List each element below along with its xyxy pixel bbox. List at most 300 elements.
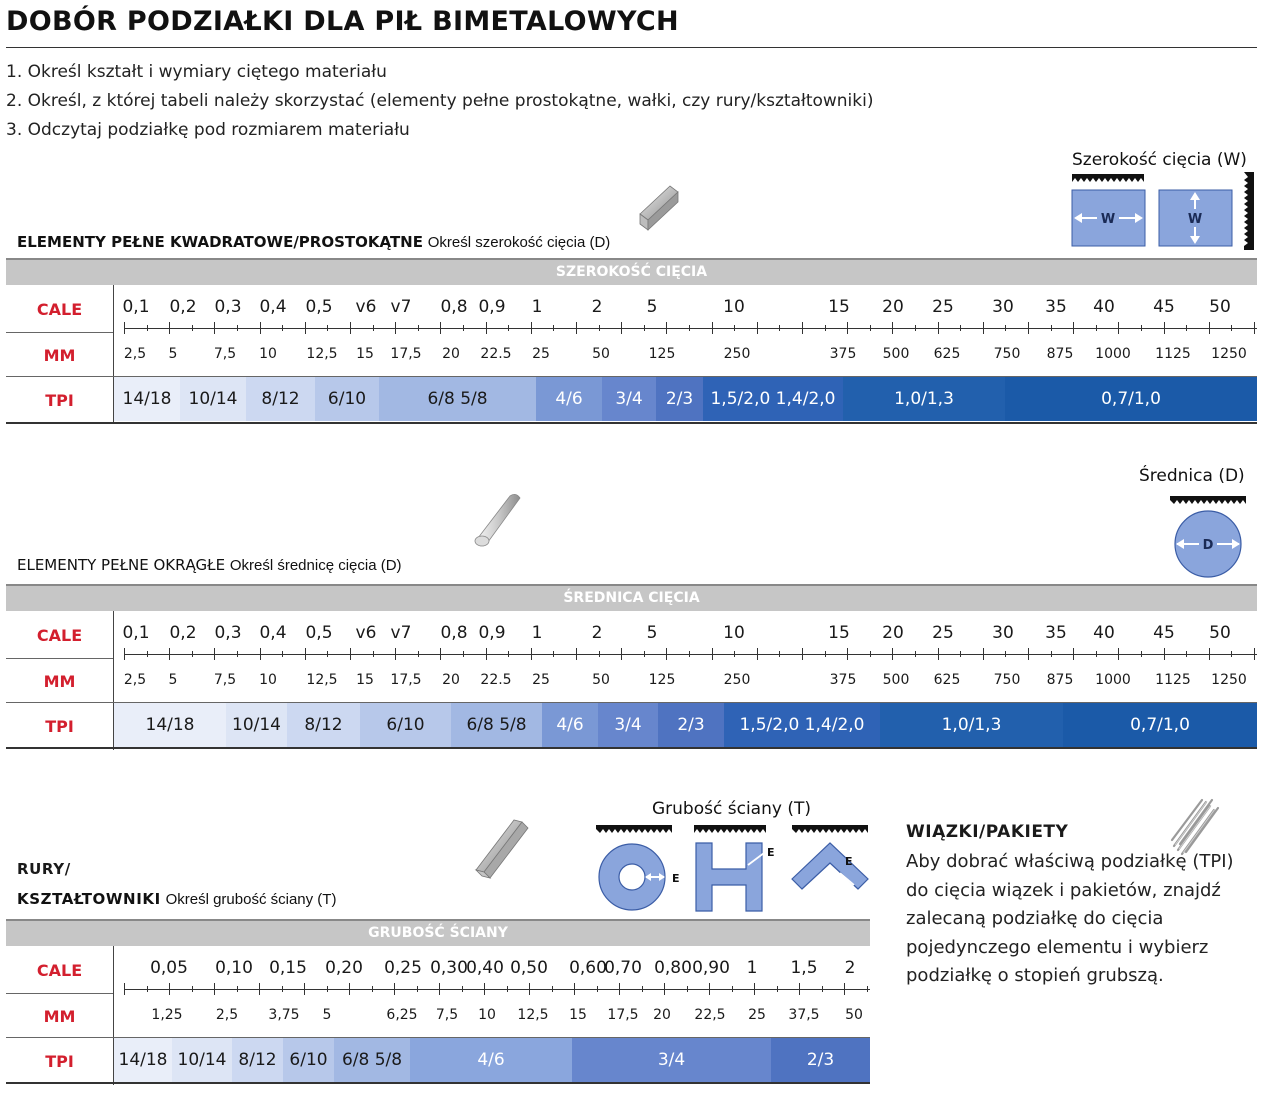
mm-value: 20	[653, 1007, 671, 1023]
tpi-cell: 1,5/2,0 1,4/2,0	[724, 703, 880, 747]
scale-tick	[418, 325, 419, 331]
scale-ruler	[124, 989, 870, 990]
page-title: DOBÓR PODZIAŁKI DLA PIŁ BIMETALOWYCH	[6, 6, 679, 37]
tpi-cell: 6/10	[283, 1038, 334, 1082]
cale-value: 1,5	[790, 958, 818, 978]
scale-tick	[350, 322, 351, 334]
mm-value: 250	[723, 672, 751, 688]
cale-value: 20	[882, 297, 904, 317]
tpi-cell: 4/6	[542, 703, 598, 747]
row-label-tpi: TPI	[45, 391, 74, 410]
scale-tick	[373, 651, 374, 657]
cale-value: 10	[723, 297, 745, 317]
scale-tick	[1186, 651, 1187, 657]
table-square-header: SZEROKOŚĆ CIĘCIA	[6, 258, 1257, 285]
scale-tick	[486, 322, 487, 334]
scale-tick	[147, 651, 148, 657]
mm-value: 7,5	[213, 672, 237, 688]
scale-tick	[327, 325, 328, 331]
scale-tick	[687, 986, 688, 992]
mm-value: 12,5	[306, 672, 338, 688]
mm-value: 1000	[1095, 346, 1131, 362]
wall-thickness-diagram	[592, 823, 874, 915]
tpi-cell: 3/4	[598, 703, 658, 747]
mm-value: 875	[1046, 672, 1074, 688]
cale-value: 0,80	[654, 958, 692, 978]
step-1: 1. Określ kształt i wymiary ciętego materiału	[6, 62, 387, 82]
mm-value: 12,5	[517, 1007, 549, 1023]
tpi-cell: 2/3	[658, 703, 724, 747]
cale-value: 0,05	[150, 958, 188, 978]
scale-tick	[1141, 651, 1142, 657]
scale-tick	[192, 986, 193, 992]
mm-value: 500	[882, 672, 910, 688]
tpi-cell: 6/10	[360, 703, 451, 747]
mm-value: 2,5	[123, 346, 147, 362]
scale-tick	[599, 325, 600, 331]
tpi-cell: 10/14	[172, 1038, 232, 1082]
mm-value: 17,5	[390, 346, 422, 362]
tube-wall-letter: E	[672, 872, 680, 885]
scale-ruler	[124, 328, 1257, 329]
cale-value: 10	[723, 623, 745, 643]
scale-tick	[644, 325, 645, 331]
scale-tick	[960, 651, 961, 657]
scale-tick	[734, 651, 735, 657]
scale-tick	[1231, 651, 1232, 657]
scale-tick	[1118, 648, 1119, 660]
row-label-mm: MM	[43, 672, 76, 691]
scale-tick	[214, 648, 215, 660]
h-profile-wall-letter: E	[767, 846, 775, 859]
cale-value: 0,9	[478, 623, 506, 643]
scale-tick	[822, 986, 823, 992]
mm-value: 375	[829, 346, 857, 362]
scale-tick	[1073, 322, 1074, 334]
cale-value: 15	[828, 623, 850, 643]
scale-tick	[1141, 325, 1142, 331]
tpi-cell: 2/3	[656, 377, 703, 421]
mm-value: 17,5	[607, 1007, 639, 1023]
scale-tick	[463, 325, 464, 331]
scale-tick	[597, 986, 598, 992]
tpi-cell: 8/12	[246, 377, 315, 421]
section-tube-label	[17, 890, 336, 908]
mm-value: 1250	[1211, 346, 1247, 362]
tpi-cell: 14/18	[114, 703, 226, 747]
scale-tick	[734, 325, 735, 331]
scale-tick	[394, 983, 395, 995]
scale-tick	[1209, 322, 1210, 334]
scale-tick	[825, 651, 826, 657]
mm-value: 125	[648, 346, 676, 362]
section-tube-title: KSZTAŁTOWNIKI	[17, 890, 161, 908]
table-bottom-rule	[6, 747, 1257, 749]
cale-value: 5	[646, 297, 658, 317]
row-label-mm: MM	[43, 346, 76, 365]
scale-tick	[712, 648, 713, 660]
scale-tick	[418, 651, 419, 657]
scale-tick	[395, 322, 396, 334]
scale-tick	[892, 322, 893, 334]
scale-tick	[983, 648, 984, 660]
mm-value: 12,5	[306, 346, 338, 362]
mm-value: 22,5	[694, 1007, 726, 1023]
scale-tick	[373, 325, 374, 331]
cale-value: v7	[390, 297, 412, 317]
table-bottom-rule	[6, 422, 1257, 424]
mm-value: 2,5	[215, 1007, 239, 1023]
scale-tick	[417, 986, 418, 992]
scale-tick	[1118, 322, 1119, 334]
scale-tick	[689, 325, 690, 331]
round-bar-icon	[470, 490, 526, 554]
section-tube-note: Określ grubość ściany (T)	[165, 891, 337, 908]
scale-tick	[1254, 322, 1255, 334]
scale-tick	[553, 325, 554, 331]
mm-value: 25	[748, 1007, 766, 1023]
row-rule	[6, 658, 113, 659]
tpi-cell: 6/8 5/8	[379, 377, 536, 421]
scale-tick	[327, 651, 328, 657]
scale-tick	[214, 322, 215, 334]
width-diagram	[1066, 172, 1256, 250]
cale-value: 0,90	[692, 958, 730, 978]
scale-tick	[147, 325, 148, 331]
scale-tick	[709, 983, 710, 995]
scale-tick	[847, 648, 848, 660]
tpi-cell: 0,7/1,0	[1005, 377, 1257, 421]
mm-value: 10	[259, 672, 277, 688]
scale-tick	[825, 325, 826, 331]
scale-tick	[938, 322, 939, 334]
title-divider	[6, 47, 1257, 48]
tpi-cell: 14/18	[114, 1038, 172, 1082]
scale-tick	[732, 986, 733, 992]
cale-value: 0,4	[259, 623, 287, 643]
row-label-tpi: TPI	[45, 717, 74, 736]
scale-tick	[1164, 322, 1165, 334]
mm-value: 5	[322, 1007, 332, 1023]
tpi-cell: 8/12	[287, 703, 360, 747]
scale-tick	[395, 648, 396, 660]
scale-tick	[1186, 325, 1187, 331]
cale-value: 0,1	[122, 623, 150, 643]
cale-value: 0,60	[569, 958, 607, 978]
cale-value: 0,3	[214, 297, 242, 317]
cale-value: 45	[1153, 623, 1175, 643]
tpi-cell: 2/3	[771, 1038, 870, 1082]
scale-tick	[169, 322, 170, 334]
mm-value: 50	[845, 1007, 863, 1023]
scale-tick	[892, 648, 893, 660]
table-tube-header: GRUBOŚĆ ŚCIANY	[6, 919, 870, 946]
scale-tick	[1231, 325, 1232, 331]
cale-value: 0,50	[510, 958, 548, 978]
mm-value: 3,75	[268, 1007, 300, 1023]
row-label-mm: MM	[43, 1007, 76, 1026]
mm-value: 17,5	[390, 672, 422, 688]
mm-value: 125	[648, 672, 676, 688]
scale-tick	[915, 651, 916, 657]
width-letter: W	[1100, 212, 1116, 227]
scale-tick	[779, 325, 780, 331]
cale-value: 20	[882, 623, 904, 643]
scale-tick	[666, 322, 667, 334]
cale-value: 0,2	[169, 297, 197, 317]
cale-value: 30	[992, 623, 1014, 643]
scale-tick	[777, 986, 778, 992]
scale-tick	[192, 651, 193, 657]
scale-tick	[484, 983, 485, 995]
scale-tick	[1073, 648, 1074, 660]
scale-tick	[486, 648, 487, 660]
mm-value: 7,5	[213, 346, 237, 362]
tpi-cell: 3/4	[602, 377, 656, 421]
tpi-cell: 6/8 5/8	[334, 1038, 410, 1082]
mm-value: 15	[356, 672, 374, 688]
mm-value: 10	[259, 346, 277, 362]
section-tube-label-line1: RURY/	[17, 860, 71, 878]
tpi-cell: 8/12	[232, 1038, 283, 1082]
scale-tick	[847, 322, 848, 334]
cale-value: 2	[844, 958, 856, 978]
table-square	[6, 258, 1257, 424]
cale-value: 1	[531, 297, 543, 317]
scale-tick	[463, 651, 464, 657]
mm-value: 500	[882, 346, 910, 362]
mm-value: 22.5	[480, 672, 512, 688]
mm-value: 1125	[1155, 672, 1191, 688]
section-round-label	[17, 556, 402, 574]
cale-value: 35	[1045, 297, 1067, 317]
cale-value: 2	[591, 623, 603, 643]
mm-value: 750	[993, 672, 1021, 688]
mm-value: 750	[993, 346, 1021, 362]
cale-value: 0,5	[305, 297, 333, 317]
scale-tick	[553, 651, 554, 657]
scale-tick	[867, 986, 868, 992]
scale-tick	[124, 983, 125, 995]
scale-tick	[531, 322, 532, 334]
tpi-cell: 6/10	[315, 377, 379, 421]
mm-value: 20	[442, 672, 460, 688]
scale-tick	[619, 983, 620, 995]
scale-tick	[664, 983, 665, 995]
tpi-cell: 1,0/1,3	[880, 703, 1063, 747]
table-bottom-rule	[6, 1082, 870, 1084]
mm-value: 50	[592, 346, 610, 362]
height-letter: W	[1187, 212, 1203, 227]
mm-value: 25	[532, 672, 550, 688]
scale-tick	[644, 651, 645, 657]
mm-value: 2,5	[123, 672, 147, 688]
mm-value: 15	[356, 346, 374, 362]
mm-value: 375	[829, 672, 857, 688]
scale-tick	[237, 325, 238, 331]
cale-value: 50	[1209, 297, 1231, 317]
scale-tick	[689, 651, 690, 657]
scale-tick	[507, 986, 508, 992]
table-tube	[6, 919, 870, 1085]
scale-tick	[779, 651, 780, 657]
profile-channel-icon	[470, 812, 534, 880]
cale-value: 40	[1093, 297, 1115, 317]
scale-tick	[802, 648, 803, 660]
mm-value: 25	[532, 346, 550, 362]
tpi-cell: 14/18	[114, 377, 180, 421]
tpi-cell: 10/14	[180, 377, 246, 421]
tpi-cell: 1,0/1,3	[843, 377, 1005, 421]
mm-value: 625	[933, 346, 961, 362]
scale-tick	[124, 322, 125, 334]
cale-value: 0,4	[259, 297, 287, 317]
table-round-header: ŚREDNICA CIĘCIA	[6, 584, 1257, 611]
scale-tick	[757, 648, 758, 660]
square-diagram-label: Szerokość cięcia (W)	[1072, 150, 1247, 170]
section-round-note: Określ średnicę cięcia (D)	[229, 557, 402, 574]
mm-value: 1250	[1211, 672, 1247, 688]
scale-tick	[214, 983, 215, 995]
scale-tick	[462, 986, 463, 992]
scale-tick	[1005, 651, 1006, 657]
scale-tick	[576, 648, 577, 660]
diameter-letter: D	[1202, 538, 1214, 553]
scale-tick	[1096, 651, 1097, 657]
scale-tick	[754, 983, 755, 995]
diameter-diagram	[1166, 494, 1250, 580]
mm-value: 1000	[1095, 672, 1131, 688]
scale-tick	[799, 983, 800, 995]
cale-value: 0,40	[466, 958, 504, 978]
row-label-cale: CALE	[36, 300, 83, 319]
scale-tick	[1051, 651, 1052, 657]
scale-tick	[327, 986, 328, 992]
scale-tick	[576, 322, 577, 334]
scale-tick	[349, 983, 350, 995]
cale-value: 40	[1093, 623, 1115, 643]
scale-tick	[1005, 325, 1006, 331]
scale-tick	[870, 651, 871, 657]
scale-tick	[1164, 648, 1165, 660]
cale-value: 1	[531, 623, 543, 643]
scale-tick	[282, 325, 283, 331]
cale-value: 30	[992, 297, 1014, 317]
cale-value: 0,8	[440, 623, 468, 643]
section-round-title: ELEMENTY PEŁNE OKRĄGŁE	[17, 556, 226, 574]
scale-tick	[621, 648, 622, 660]
cale-value: 0,15	[269, 958, 307, 978]
scale-tick	[508, 325, 509, 331]
mm-value: 250	[723, 346, 751, 362]
mm-value: 5	[168, 672, 178, 688]
mm-value: 15	[569, 1007, 587, 1023]
scale-tick	[960, 325, 961, 331]
mm-value: 37,5	[788, 1007, 820, 1023]
mm-value: 6,25	[386, 1007, 418, 1023]
scale-tick	[305, 648, 306, 660]
cale-value: 0,3	[214, 623, 242, 643]
cale-value: 25	[932, 623, 954, 643]
scale-tick	[260, 322, 261, 334]
row-rule	[6, 332, 113, 333]
mm-value: 10	[478, 1007, 496, 1023]
scale-tick	[237, 986, 238, 992]
scale-tick	[124, 648, 125, 660]
scale-tick	[1209, 648, 1210, 660]
scale-tick	[440, 322, 441, 334]
scale-tick	[192, 325, 193, 331]
scale-tick	[870, 325, 871, 331]
cale-value: 0,30	[430, 958, 468, 978]
cale-value: v6	[355, 623, 377, 643]
scale-tick	[621, 322, 622, 334]
row-label-cale: CALE	[36, 961, 83, 980]
scale-tick	[529, 983, 530, 995]
scale-tick	[666, 648, 667, 660]
scale-tick	[531, 648, 532, 660]
scale-tick	[282, 986, 283, 992]
cale-value: 35	[1045, 623, 1067, 643]
tpi-cell: 1,5/2,0 1,4/2,0	[703, 377, 843, 421]
cale-value: 0,10	[215, 958, 253, 978]
angle-profile-wall-letter: E	[845, 855, 853, 868]
scale-tick	[260, 648, 261, 660]
scale-tick	[350, 648, 351, 660]
step-3: 3. Odczytaj podziałkę pod rozmiarem materiału	[6, 120, 410, 140]
scale-tick	[169, 983, 170, 995]
scale-tick	[237, 651, 238, 657]
scale-tick	[599, 651, 600, 657]
tpi-cell: 6/8 5/8	[451, 703, 542, 747]
mm-value: 625	[933, 672, 961, 688]
scale-ruler	[124, 654, 1257, 655]
cale-value: 15	[828, 297, 850, 317]
scale-tick	[938, 648, 939, 660]
scale-tick	[372, 986, 373, 992]
scale-tick	[1051, 325, 1052, 331]
scale-tick	[983, 322, 984, 334]
cale-value: 0,25	[384, 958, 422, 978]
scale-tick	[304, 983, 305, 995]
cale-value: 50	[1209, 623, 1231, 643]
row-label-tpi: TPI	[45, 1052, 74, 1071]
square-bar-icon	[630, 184, 686, 234]
section-square-title: ELEMENTY PEŁNE KWADRATOWE/PROSTOKĄTNE	[17, 233, 423, 251]
cale-value: 0,1	[122, 297, 150, 317]
scale-tick	[712, 322, 713, 334]
scale-tick	[802, 322, 803, 334]
cale-value: 0,2	[169, 623, 197, 643]
cale-value: v7	[390, 623, 412, 643]
mm-value: 5	[168, 346, 178, 362]
scale-tick	[915, 325, 916, 331]
scale-tick	[642, 986, 643, 992]
scale-tick	[508, 651, 509, 657]
scale-tick	[439, 983, 440, 995]
cale-value: v6	[355, 297, 377, 317]
bundles-title: WIĄZKI/PAKIETY	[906, 822, 1069, 842]
scale-tick	[574, 983, 575, 995]
cale-value: 0,5	[305, 623, 333, 643]
scale-tick	[1028, 322, 1029, 334]
table-round	[6, 584, 1257, 750]
mm-value: 7,5	[435, 1007, 459, 1023]
mm-value: 20	[442, 346, 460, 362]
scale-tick	[844, 983, 845, 995]
step-2: 2. Określ, z której tabeli należy skorzystać (elementy pełne prostokątne, wałki, czy rury/kształtowniki)	[6, 91, 874, 111]
mm-value: 875	[1046, 346, 1074, 362]
